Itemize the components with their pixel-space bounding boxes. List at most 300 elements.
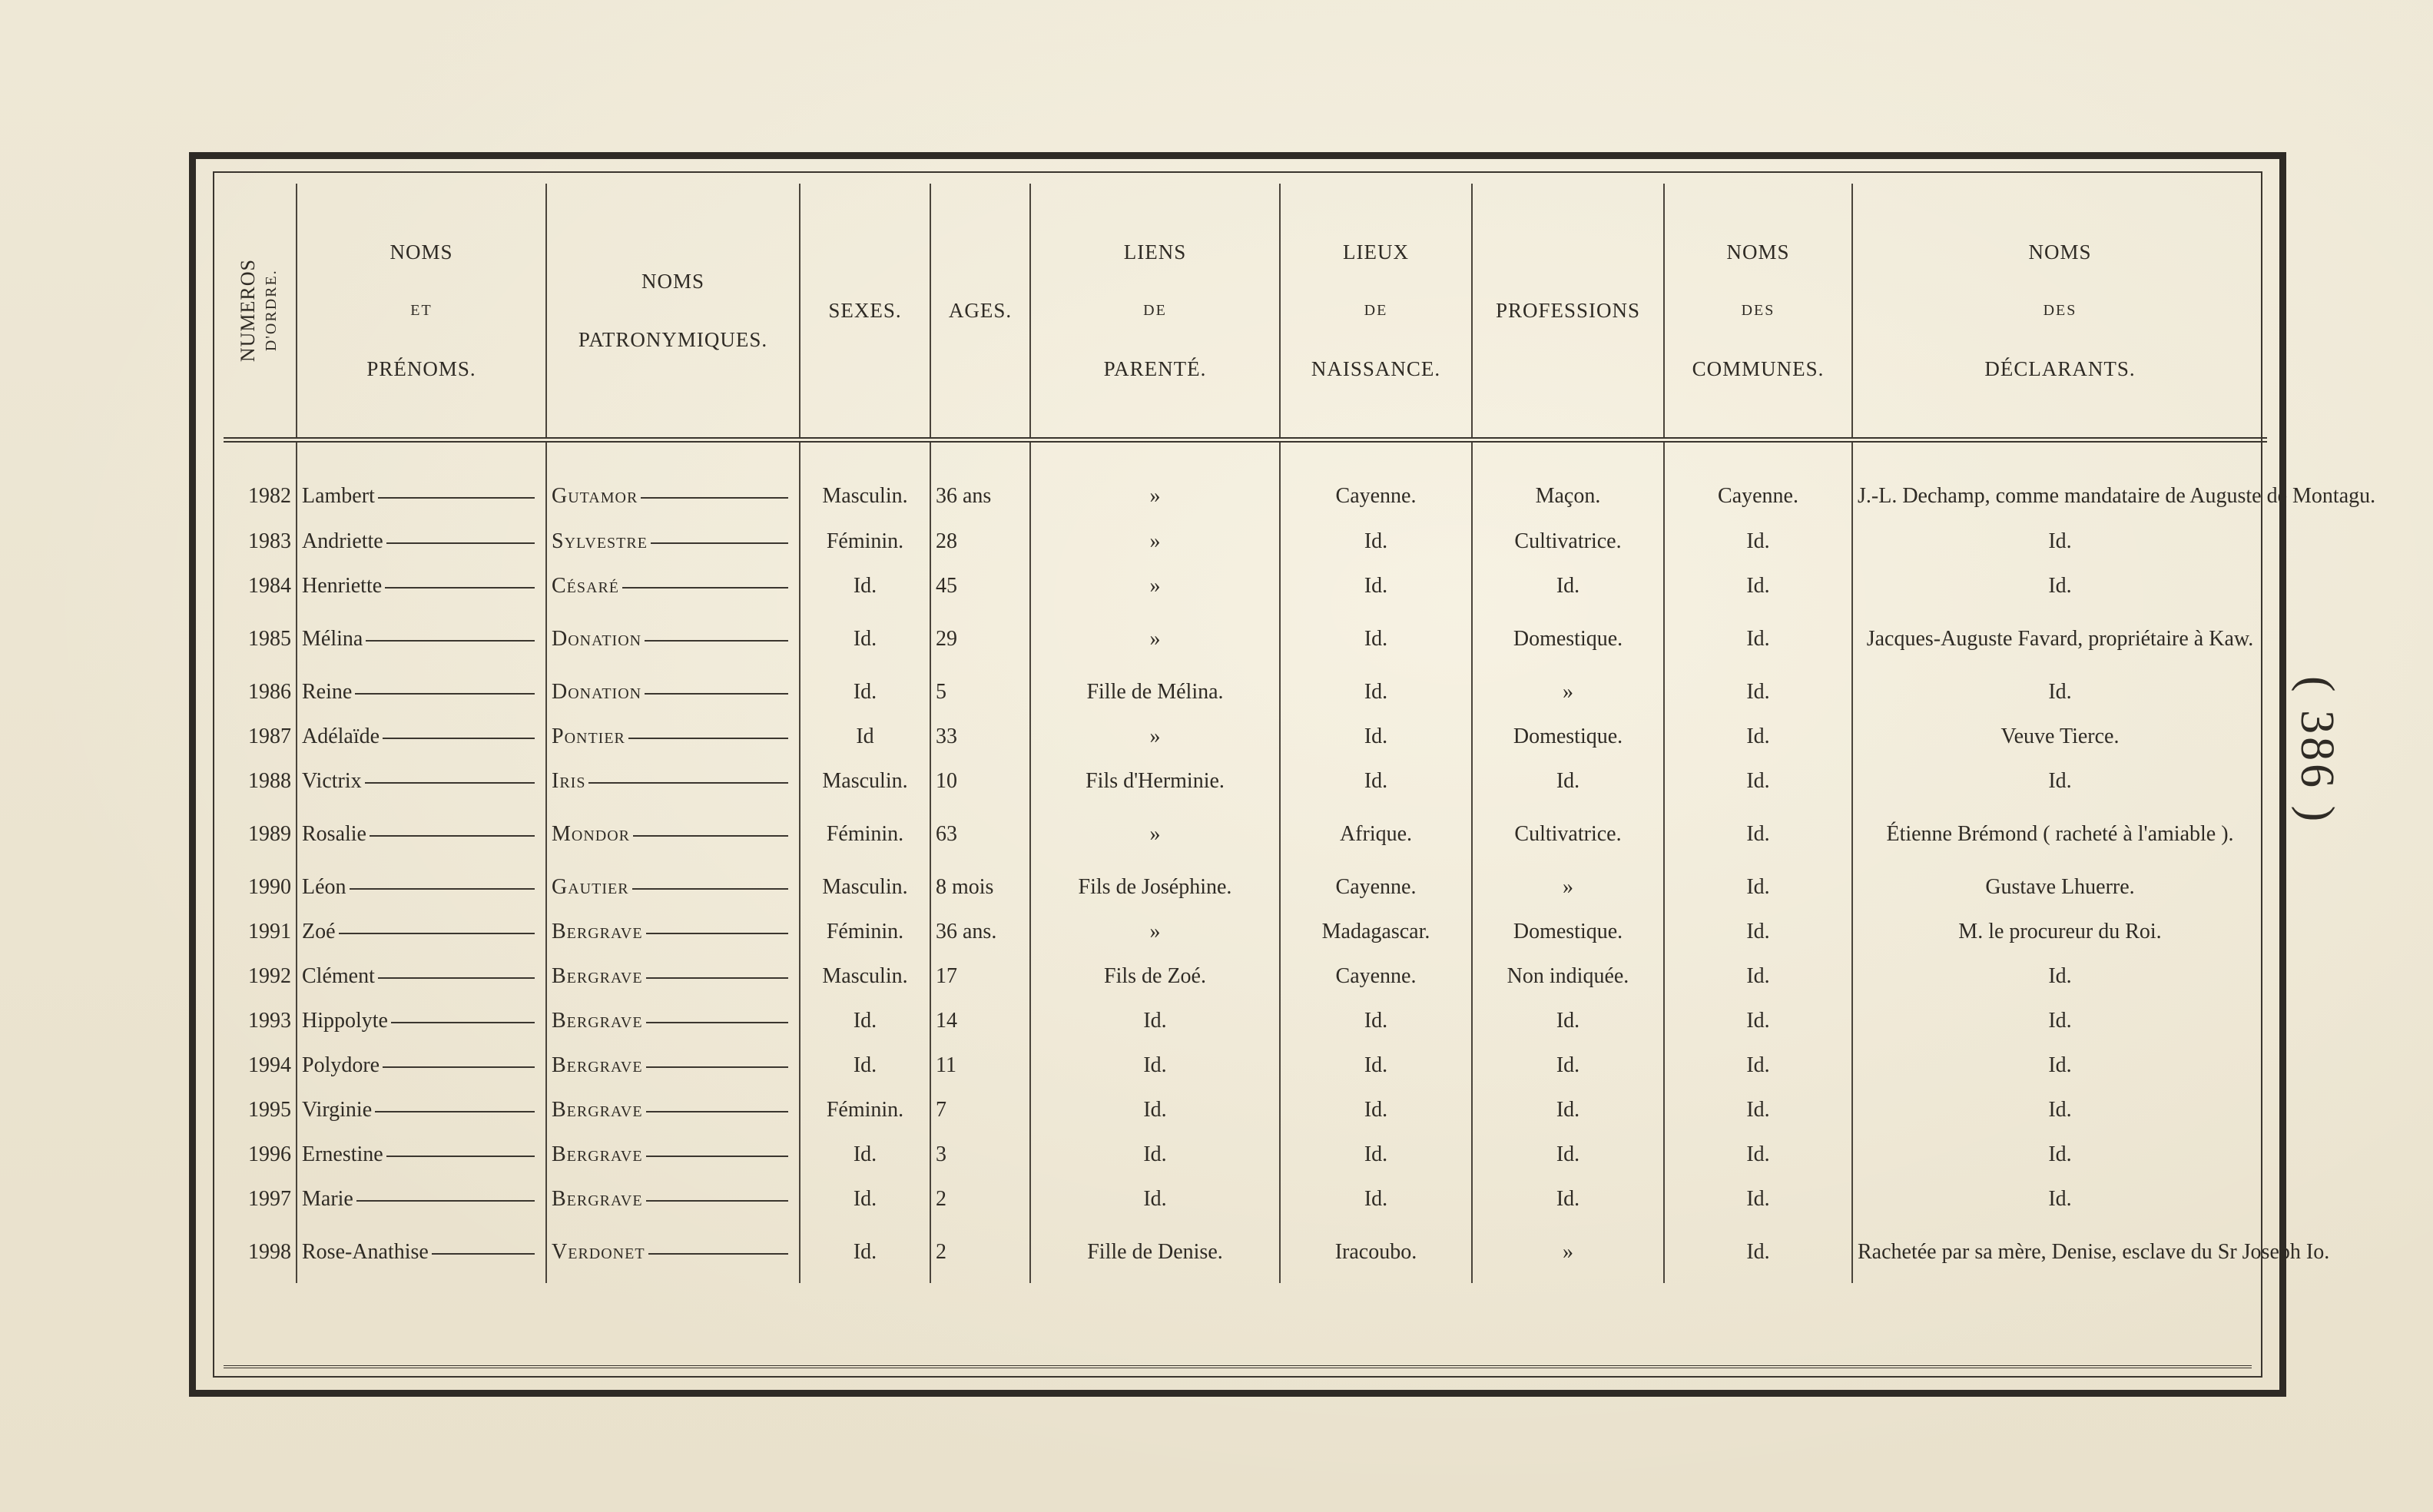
row-prenom-text: Virginie xyxy=(302,1098,373,1122)
table-row xyxy=(224,1132,2267,1177)
row-profession-text: Id. xyxy=(1556,1009,1580,1033)
row-lien-text: » xyxy=(1149,920,1161,943)
row-lien-text: Id. xyxy=(1143,1098,1167,1122)
table-row xyxy=(224,1088,2267,1132)
row-number xyxy=(224,440,297,520)
row-sexe xyxy=(800,564,930,608)
row-lieu-text: Iracoubo. xyxy=(1334,1240,1417,1264)
row-number-text: 1991 xyxy=(248,920,291,943)
row-sexe-text: Féminin. xyxy=(826,822,904,846)
leader-line xyxy=(646,1200,788,1202)
row-commune-text: Id. xyxy=(1746,1098,1770,1122)
row-sexe xyxy=(800,910,930,954)
row-number-text: 1984 xyxy=(248,574,291,598)
row-declarant-text: Id. xyxy=(2048,964,2072,988)
row-profession-text: Id. xyxy=(1556,1187,1580,1211)
row-lien xyxy=(1030,759,1280,804)
row-number-text: 1995 xyxy=(248,1098,291,1122)
row-lieu xyxy=(1280,608,1472,670)
row-patronyme-text: Bergrave xyxy=(552,1053,643,1077)
header-patronymiques: NOMS PATRONYMIQUES. xyxy=(546,184,800,440)
row-commune-text: Id. xyxy=(1746,1187,1770,1211)
row-patronyme xyxy=(546,804,800,865)
row-sexe-text: Id. xyxy=(853,1053,877,1077)
table-row xyxy=(224,865,2267,910)
row-sexe xyxy=(800,715,930,759)
header-ages: AGES. xyxy=(930,184,1030,440)
row-prenom-text: Clément xyxy=(302,964,375,988)
row-profession xyxy=(1472,954,1664,999)
row-declarant-text: Id. xyxy=(2048,574,2072,598)
row-lieu xyxy=(1280,804,1472,865)
row-prenom xyxy=(297,670,546,715)
row-number-text: 1997 xyxy=(248,1187,291,1211)
row-age xyxy=(930,519,1030,564)
row-commune xyxy=(1664,1132,1852,1177)
row-prenom-text: Zoé xyxy=(302,920,336,943)
row-sexe-text: Id xyxy=(856,724,874,748)
row-sexe-text: Masculin. xyxy=(822,484,908,508)
row-prenom xyxy=(297,1177,546,1222)
row-lien xyxy=(1030,999,1280,1043)
row-commune-text: Id. xyxy=(1746,964,1770,988)
row-declarant xyxy=(1852,1088,2267,1132)
row-lieu xyxy=(1280,910,1472,954)
row-age-text: 5 xyxy=(936,680,946,704)
row-patronyme xyxy=(546,999,800,1043)
row-commune-text: Id. xyxy=(1746,875,1770,899)
row-patronyme xyxy=(546,608,800,670)
row-patronyme-text: Bergrave xyxy=(552,920,643,943)
row-prenom-text: Adélaïde xyxy=(302,724,380,748)
leader-line xyxy=(645,693,788,695)
row-declarant xyxy=(1852,440,2376,520)
row-profession-text: Domestique. xyxy=(1513,627,1623,651)
row-profession-text: Cultivatrice. xyxy=(1514,822,1622,846)
header-liens: LIENS DE PARENTÉ. xyxy=(1030,184,1280,440)
row-number-text: 1988 xyxy=(248,769,291,793)
row-prenom xyxy=(297,759,546,804)
table-row xyxy=(224,715,2267,759)
row-patronyme xyxy=(546,440,800,520)
row-number xyxy=(224,519,297,564)
row-sexe xyxy=(800,954,930,999)
row-declarant xyxy=(1852,954,2267,999)
leader-line xyxy=(651,542,788,544)
row-age-text: 63 xyxy=(936,822,957,846)
row-number-text: 1985 xyxy=(248,627,291,651)
leader-line xyxy=(646,1022,788,1023)
row-profession xyxy=(1472,910,1664,954)
row-age xyxy=(930,804,1030,865)
row-patronyme xyxy=(546,910,800,954)
row-commune-text: Id. xyxy=(1746,627,1770,651)
row-commune xyxy=(1664,910,1852,954)
row-commune xyxy=(1664,519,1852,564)
leader-line xyxy=(386,542,535,544)
row-age xyxy=(930,715,1030,759)
row-declarant-text: Id. xyxy=(2048,1142,2072,1166)
row-profession-text: Id. xyxy=(1556,1098,1580,1122)
row-patronyme xyxy=(546,865,800,910)
row-profession-text: Maçon. xyxy=(1535,484,1601,508)
row-prenom-text: Polydore xyxy=(302,1053,380,1077)
row-sexe-text: Féminin. xyxy=(826,920,904,943)
row-profession-text: Id. xyxy=(1556,1142,1580,1166)
row-number-text: 1994 xyxy=(248,1053,291,1077)
row-sexe xyxy=(800,1088,930,1132)
row-lien xyxy=(1030,519,1280,564)
row-age xyxy=(930,564,1030,608)
row-prenom xyxy=(297,608,546,670)
row-sexe-text: Id. xyxy=(853,574,877,598)
row-lieu xyxy=(1280,954,1472,999)
row-declarant xyxy=(1852,999,2267,1043)
row-number-text: 1982 xyxy=(248,484,291,508)
row-lieu-text: Id. xyxy=(1364,574,1388,598)
header-row xyxy=(224,184,2267,440)
leader-line xyxy=(355,693,535,695)
row-prenom-text: Mélina xyxy=(302,627,363,651)
row-lieu xyxy=(1280,715,1472,759)
row-lien-text: Id. xyxy=(1143,1142,1167,1166)
row-commune xyxy=(1664,564,1852,608)
row-age-text: 33 xyxy=(936,724,957,748)
row-number xyxy=(224,999,297,1043)
row-age-text: 2 xyxy=(936,1240,946,1264)
row-patronyme xyxy=(546,1222,800,1283)
row-patronyme-text: Mondor xyxy=(552,822,631,846)
row-patronyme xyxy=(546,1088,800,1132)
row-lien xyxy=(1030,670,1280,715)
row-commune xyxy=(1664,804,1852,865)
row-age-text: 36 ans xyxy=(936,484,992,508)
table-row xyxy=(224,759,2267,804)
row-commune-text: Id. xyxy=(1746,724,1770,748)
row-lieu-text: Id. xyxy=(1364,680,1388,704)
leader-line xyxy=(588,782,788,784)
row-lieu xyxy=(1280,1088,1472,1132)
leader-line xyxy=(383,1066,535,1068)
row-number xyxy=(224,1088,297,1132)
row-number-text: 1998 xyxy=(248,1240,291,1264)
row-prenom-text: Léon xyxy=(302,875,346,899)
row-declarant-text: Étienne Brémond ( racheté à l'amiable ). xyxy=(1886,822,2234,846)
row-lieu xyxy=(1280,440,1472,520)
row-prenom-text: Rose-Anathise xyxy=(302,1240,429,1264)
row-commune-text: Cayenne. xyxy=(1718,484,1798,508)
row-sexe xyxy=(800,1132,930,1177)
row-sexe xyxy=(800,1043,930,1088)
row-prenom-text: Ernestine xyxy=(302,1142,383,1166)
row-lien xyxy=(1030,1177,1280,1222)
row-declarant xyxy=(1852,519,2267,564)
leader-line xyxy=(375,1111,535,1112)
table-row xyxy=(224,954,2267,999)
row-number xyxy=(224,1222,297,1283)
row-prenom xyxy=(297,1132,546,1177)
row-age-text: 17 xyxy=(936,964,957,988)
leader-line xyxy=(366,640,535,642)
row-declarant-text: J.-L. Dechamp, comme mandataire de Auguste de Montagu. xyxy=(1858,484,2376,508)
leader-line xyxy=(646,933,788,934)
row-profession xyxy=(1472,670,1664,715)
row-profession xyxy=(1472,804,1664,865)
row-lien xyxy=(1030,1043,1280,1088)
row-declarant-text: M. le procureur du Roi. xyxy=(1958,920,2162,943)
row-sexe xyxy=(800,519,930,564)
row-commune-text: Id. xyxy=(1746,1009,1770,1033)
row-patronyme-text: Iris xyxy=(552,769,586,793)
row-commune xyxy=(1664,440,1852,520)
row-profession xyxy=(1472,1222,1664,1283)
row-patronyme xyxy=(546,1132,800,1177)
row-lien-text: » xyxy=(1149,822,1161,846)
row-declarant xyxy=(1852,1222,2330,1283)
row-commune-text: Id. xyxy=(1746,769,1770,793)
row-profession xyxy=(1472,440,1664,520)
row-lieu-text: Cayenne. xyxy=(1335,875,1417,899)
row-lien-text: » xyxy=(1149,724,1161,748)
row-declarant xyxy=(1852,1132,2267,1177)
row-age-text: 2 xyxy=(936,1187,946,1211)
row-prenom-text: Henriette xyxy=(302,574,383,598)
row-age-text: 3 xyxy=(936,1142,946,1166)
row-prenom-text: Rosalie xyxy=(302,822,366,846)
row-number xyxy=(224,759,297,804)
row-prenom xyxy=(297,954,546,999)
table-row xyxy=(224,519,2267,564)
row-sexe xyxy=(800,999,930,1043)
row-number-text: 1993 xyxy=(248,1009,291,1033)
row-age-text: 7 xyxy=(936,1098,946,1122)
row-lieu xyxy=(1280,1043,1472,1088)
row-profession-text: Id. xyxy=(1556,1053,1580,1077)
row-lien-text: Fils de Zoé. xyxy=(1104,964,1206,988)
row-number xyxy=(224,715,297,759)
row-patronyme-text: Césaré xyxy=(552,574,620,598)
row-lieu-text: Id. xyxy=(1364,1009,1388,1033)
row-age xyxy=(930,999,1030,1043)
leader-line xyxy=(365,782,535,784)
row-prenom xyxy=(297,440,546,520)
row-prenom-text: Hippolyte xyxy=(302,1009,388,1033)
row-lieu-text: Id. xyxy=(1364,724,1388,748)
row-declarant-text: Id. xyxy=(2048,529,2072,553)
row-sexe-text: Id. xyxy=(853,1142,877,1166)
row-sexe-text: Id. xyxy=(853,1240,877,1264)
row-lieu xyxy=(1280,519,1472,564)
row-commune xyxy=(1664,865,1852,910)
leader-line xyxy=(622,587,788,589)
row-age-text: 45 xyxy=(936,574,957,598)
row-commune-text: Id. xyxy=(1746,680,1770,704)
row-lieu-text: Id. xyxy=(1364,1053,1388,1077)
row-declarant-text: Rachetée par sa mère, Denise, esclave du Sr Joseph Io. xyxy=(1858,1240,2330,1264)
row-age xyxy=(930,608,1030,670)
row-prenom-text: Lambert xyxy=(302,484,375,508)
row-profession xyxy=(1472,519,1664,564)
row-lien-text: Id. xyxy=(1143,1187,1167,1211)
row-patronyme-text: Donation xyxy=(552,627,642,651)
row-profession-text: Domestique. xyxy=(1513,724,1623,748)
row-sexe xyxy=(800,759,930,804)
row-profession xyxy=(1472,759,1664,804)
row-declarant xyxy=(1852,715,2267,759)
row-lien xyxy=(1030,440,1280,520)
row-declarant xyxy=(1852,759,2267,804)
row-prenom-text: Andriette xyxy=(302,529,383,553)
row-commune-text: Id. xyxy=(1746,1240,1770,1264)
row-lieu-text: Id. xyxy=(1364,769,1388,793)
leader-line xyxy=(385,587,535,589)
row-age xyxy=(930,865,1030,910)
row-commune-text: Id. xyxy=(1746,920,1770,943)
row-declarant-text: Id. xyxy=(2048,1098,2072,1122)
row-profession xyxy=(1472,715,1664,759)
row-lien xyxy=(1030,954,1280,999)
row-number xyxy=(224,910,297,954)
row-lien xyxy=(1030,910,1280,954)
row-prenom xyxy=(297,519,546,564)
row-number xyxy=(224,670,297,715)
row-age-text: 29 xyxy=(936,627,957,651)
row-profession xyxy=(1472,608,1664,670)
leader-line xyxy=(632,888,788,890)
row-patronyme-text: Bergrave xyxy=(552,1142,643,1166)
table-row xyxy=(224,999,2267,1043)
row-sexe-text: Féminin. xyxy=(826,529,904,553)
leader-line xyxy=(633,835,788,837)
bottom-rule xyxy=(224,1365,2252,1368)
row-age-text: 14 xyxy=(936,1009,957,1033)
row-patronyme xyxy=(546,715,800,759)
row-number-text: 1992 xyxy=(248,964,291,988)
row-number xyxy=(224,1043,297,1088)
row-lien-text: » xyxy=(1149,627,1161,651)
leader-line xyxy=(356,1200,535,1202)
row-lien-text: » xyxy=(1149,574,1161,598)
row-sexe-text: Féminin. xyxy=(826,1098,904,1122)
row-sexe-text: Masculin. xyxy=(822,769,908,793)
row-declarant-text: Veuve Tierce. xyxy=(2000,724,2120,748)
row-number xyxy=(224,804,297,865)
leader-line xyxy=(432,1253,535,1255)
row-sexe xyxy=(800,1222,930,1283)
row-commune xyxy=(1664,670,1852,715)
table-row xyxy=(224,1043,2267,1088)
row-patronyme-text: Gautier xyxy=(552,875,629,899)
row-declarant xyxy=(1852,1043,2267,1088)
table-row xyxy=(224,608,2267,670)
table-row xyxy=(224,804,2267,865)
row-profession xyxy=(1472,1177,1664,1222)
row-commune xyxy=(1664,759,1852,804)
row-number-text: 1996 xyxy=(248,1142,291,1166)
row-prenom xyxy=(297,1222,546,1283)
leader-line xyxy=(646,1066,788,1068)
row-profession xyxy=(1472,564,1664,608)
row-patronyme-text: Sylvestre xyxy=(552,529,648,553)
row-lieu xyxy=(1280,1177,1472,1222)
row-profession-text: Id. xyxy=(1556,769,1580,793)
row-prenom-text: Reine xyxy=(302,680,353,704)
row-number xyxy=(224,1132,297,1177)
row-number xyxy=(224,865,297,910)
row-prenom xyxy=(297,564,546,608)
row-sexe xyxy=(800,608,930,670)
leader-line xyxy=(646,977,788,979)
row-prenom xyxy=(297,999,546,1043)
row-sexe-text: Id. xyxy=(853,627,877,651)
header-professions: PROFESSIONS xyxy=(1472,184,1664,440)
row-profession xyxy=(1472,1088,1664,1132)
row-declarant xyxy=(1852,608,2267,670)
row-prenom xyxy=(297,865,546,910)
row-commune xyxy=(1664,1222,1852,1283)
row-lien xyxy=(1030,865,1280,910)
row-declarant xyxy=(1852,670,2267,715)
table-row xyxy=(224,1177,2267,1222)
row-profession-text: Non indiquée. xyxy=(1507,964,1629,988)
row-profession-text: Id. xyxy=(1556,574,1580,598)
row-lieu xyxy=(1280,670,1472,715)
row-commune xyxy=(1664,999,1852,1043)
row-number xyxy=(224,608,297,670)
row-sexe xyxy=(800,1177,930,1222)
leader-line xyxy=(646,1156,788,1157)
table-row xyxy=(224,670,2267,715)
row-patronyme-text: Bergrave xyxy=(552,964,643,988)
row-patronyme xyxy=(546,519,800,564)
row-patronyme-text: Bergrave xyxy=(552,1187,643,1211)
row-age-text: 28 xyxy=(936,529,957,553)
page-number: ( 386 ) xyxy=(2291,676,2343,825)
row-age xyxy=(930,440,1030,520)
leader-line xyxy=(648,1253,788,1255)
row-commune xyxy=(1664,1177,1852,1222)
row-number xyxy=(224,564,297,608)
row-sexe xyxy=(800,804,930,865)
row-sexe-text: Id. xyxy=(853,1187,877,1211)
row-profession xyxy=(1472,1043,1664,1088)
header-lieux: LIEUX DE NAISSANCE. xyxy=(1280,184,1472,440)
row-lieu-text: Madagascar. xyxy=(1321,920,1430,943)
row-lien xyxy=(1030,804,1280,865)
row-lieu-text: Id. xyxy=(1364,1142,1388,1166)
table-row xyxy=(224,440,2267,520)
row-patronyme-text: Gutamor xyxy=(552,484,638,508)
row-declarant xyxy=(1852,564,2267,608)
row-lien xyxy=(1030,1222,1280,1283)
header-numeros: NUMEROS D'ORDRE. xyxy=(224,184,297,440)
row-profession-text: » xyxy=(1563,1240,1573,1264)
row-lieu-text: Afrique. xyxy=(1339,822,1413,846)
row-age xyxy=(930,1088,1030,1132)
row-lien-text: » xyxy=(1149,484,1161,508)
header-sexes: SEXES. xyxy=(800,184,930,440)
row-profession xyxy=(1472,865,1664,910)
row-sexe xyxy=(800,440,930,520)
row-lieu xyxy=(1280,1132,1472,1177)
row-patronyme-text: Bergrave xyxy=(552,1009,643,1033)
leader-line xyxy=(628,738,788,739)
row-commune-text: Id. xyxy=(1746,529,1770,553)
row-age xyxy=(930,1043,1030,1088)
row-prenom xyxy=(297,1043,546,1088)
row-sexe-text: Masculin. xyxy=(822,875,908,899)
row-sexe xyxy=(800,865,930,910)
